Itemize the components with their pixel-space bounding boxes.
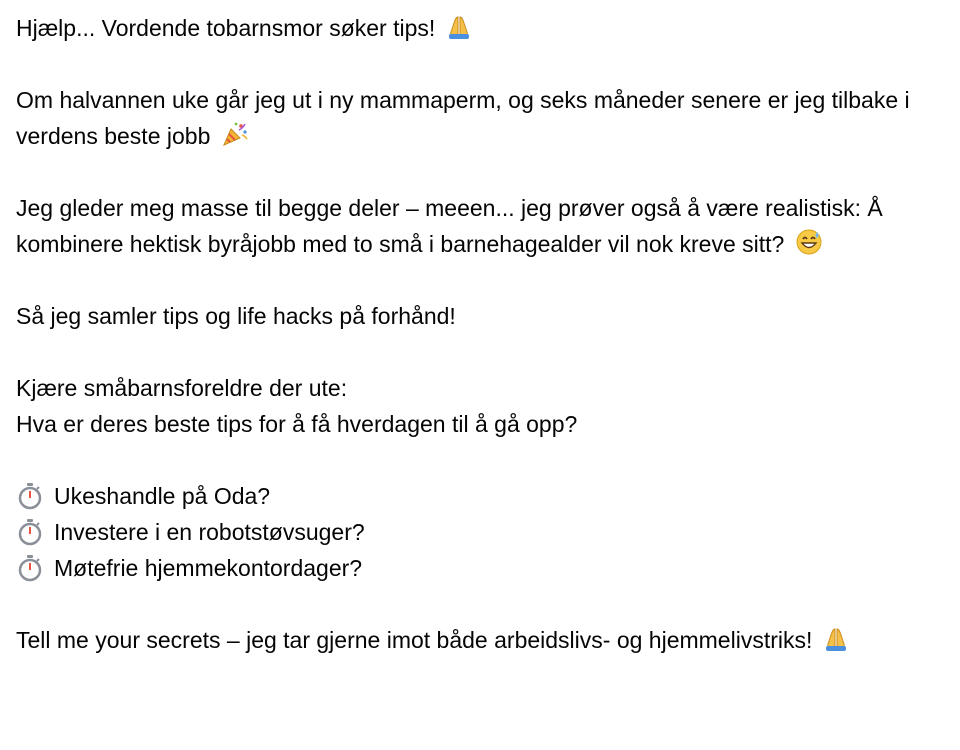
list-item-text: Møtefrie hjemmekontordager?	[54, 555, 363, 581]
closing-text: Tell me your secrets – jeg tar gjerne imot både arbeidslivs- og hjemmelivstriks!	[16, 627, 813, 653]
post-title-line	[16, 10, 944, 46]
list-item-text: Ukeshandle på Oda?	[54, 483, 271, 509]
closing-paragraph	[16, 622, 944, 658]
party-popper-icon	[221, 120, 249, 148]
grinning-sweat-icon	[795, 228, 823, 256]
list-item-text: Investere i en robotstøvsuger?	[54, 519, 365, 545]
stopwatch-icon	[16, 518, 44, 546]
paragraph-collecting-tips	[16, 298, 944, 334]
paragraph-realistic	[16, 190, 944, 262]
title-text: Hjælp... Vordende tobarnsmor søker tips!	[16, 15, 436, 41]
tips-list	[16, 478, 944, 586]
question-line-2: Hva er deres beste tips for å få hverdagen til å gå opp?	[16, 411, 578, 437]
question-line-1: Kjære småbarnsforeldre der ute:	[16, 375, 348, 401]
paragraph-1-text: Om halvannen uke går jeg ut i ny mammaperm, og seks måneder senere er jeg tilbake i verdens beste jobb	[16, 87, 910, 149]
stopwatch-icon	[16, 554, 44, 582]
paragraph-3-text: Så jeg samler tips og life hacks på forhånd!	[16, 303, 456, 329]
list-item	[16, 478, 944, 514]
list-item	[16, 550, 944, 586]
list-item	[16, 514, 944, 550]
stopwatch-icon	[16, 482, 44, 510]
question-block	[16, 370, 944, 442]
folded-hands-icon	[823, 626, 849, 652]
folded-hands-icon	[446, 14, 472, 40]
paragraph-mammaperm	[16, 82, 944, 154]
paragraph-2-text: Jeg gleder meg masse til begge deler – meeen... jeg prøver også å være realistisk: Å kombinere hektisk byråjobb med to små i barnehagealder vil nok kreve sitt?	[16, 195, 883, 257]
